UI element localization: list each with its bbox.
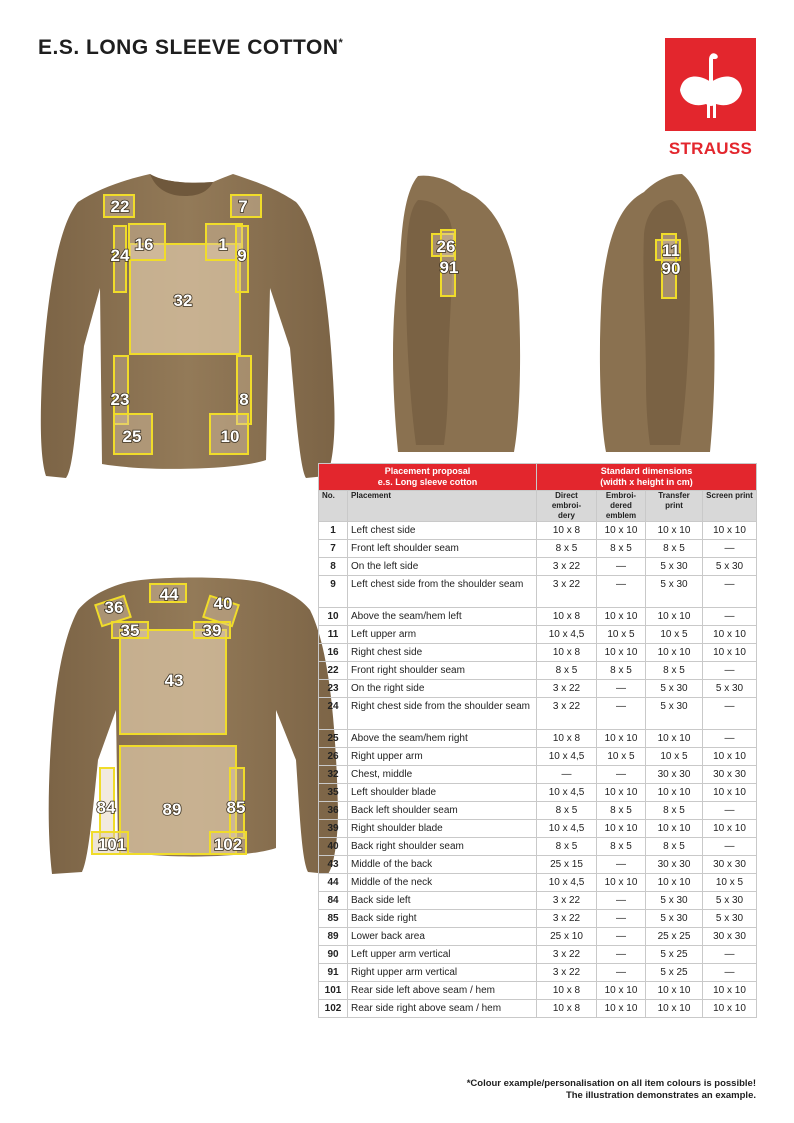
direct-embroidery-cell: 8 x 5: [537, 802, 597, 820]
screen-print-cell: —: [703, 730, 757, 748]
footnote: [467, 1078, 756, 1102]
direct-embroidery-cell: 10 x 8: [537, 522, 597, 540]
screen-print-cell: 30 x 30: [703, 766, 757, 784]
direct-embroidery-cell: 8 x 5: [537, 540, 597, 558]
row-number: 101: [319, 982, 348, 1000]
embroidered-emblem-cell: —: [597, 680, 646, 698]
marker-back-9: 85: [226, 798, 246, 817]
direct-embroidery-cell: 10 x 8: [537, 982, 597, 1000]
embroidered-emblem-cell: —: [597, 964, 646, 982]
embroidered-emblem-cell: 10 x 10: [597, 608, 646, 626]
screen-print-cell: 10 x 10: [703, 820, 757, 838]
screen-print-cell: 10 x 10: [703, 522, 757, 540]
placement-cell: Back side right: [348, 910, 537, 928]
marker-side-left-2: 91: [439, 258, 459, 277]
row-number: 84: [319, 892, 348, 910]
embroidered-emblem-cell: —: [597, 928, 646, 946]
placement-proposal-header: Placement proposal e.s. Long sleeve cotton: [319, 464, 537, 491]
table-row: [319, 820, 757, 838]
table-row: [319, 522, 757, 540]
embroidered-emblem-cell: 10 x 5: [597, 748, 646, 766]
placement-dimensions-table: [318, 463, 757, 1018]
direct-embroidery-cell: 3 x 22: [537, 964, 597, 982]
screen-print-cell: 5 x 30: [703, 558, 757, 576]
row-number: 26: [319, 748, 348, 766]
screen-print-cell: 10 x 10: [703, 626, 757, 644]
transfer-print-cell: 5 x 30: [646, 892, 703, 910]
marker-front-4: 16: [134, 235, 154, 254]
direct-embroidery-cell: 10 x 4,5: [537, 820, 597, 838]
direct-embroidery-cell: 10 x 4,5: [537, 784, 597, 802]
table-row: [319, 644, 757, 662]
marker-front-2: 7: [238, 197, 248, 216]
direct-embroidery-cell: 3 x 22: [537, 558, 597, 576]
screen-print-cell: 10 x 10: [703, 1000, 757, 1018]
table-row: [319, 608, 757, 626]
placement-cell: Back side left: [348, 892, 537, 910]
row-number: 91: [319, 964, 348, 982]
placement-cell: Middle of the neck: [348, 874, 537, 892]
embroidered-emblem-cell: —: [597, 576, 646, 608]
placement-cell: Left chest side: [348, 522, 537, 540]
placement-cell: Rear side right above seam / hem: [348, 1000, 537, 1018]
embroidered-emblem-cell: 8 x 5: [597, 540, 646, 558]
placement-cell: Above the seam/hem left: [348, 608, 537, 626]
placement-cell: Back right shoulder seam: [348, 838, 537, 856]
marker-back-11: 102: [213, 835, 243, 854]
screen-print-cell: —: [703, 698, 757, 730]
placement-cell: Right chest side: [348, 644, 537, 662]
transfer-print-cell: 10 x 10: [646, 1000, 703, 1018]
direct-embroidery-cell: 10 x 8: [537, 1000, 597, 1018]
transfer-print-cell: 10 x 10: [646, 608, 703, 626]
marker-side-right-1: 11: [662, 241, 680, 260]
row-number: 7: [319, 540, 348, 558]
placement-cell: Right shoulder blade: [348, 820, 537, 838]
standard-dimensions-header: Standard dimensions (width x height in cm): [537, 464, 757, 491]
col-header-placement: Placement: [348, 491, 537, 522]
embroidered-emblem-cell: 10 x 10: [597, 874, 646, 892]
placement-cell: Back left shoulder seam: [348, 802, 537, 820]
marker-back-5: 39: [202, 621, 222, 640]
transfer-print-cell: 30 x 30: [646, 856, 703, 874]
screen-print-cell: 10 x 10: [703, 748, 757, 766]
row-number: 11: [319, 626, 348, 644]
embroidered-emblem-cell: —: [597, 766, 646, 784]
table-row: [319, 662, 757, 680]
transfer-print-cell: 5 x 30: [646, 910, 703, 928]
screen-print-cell: —: [703, 608, 757, 626]
table-row: [319, 680, 757, 698]
placement-cell: Right upper arm vertical: [348, 964, 537, 982]
placement-cell: Front right shoulder seam: [348, 662, 537, 680]
ostrich-logo-icon: [665, 38, 756, 131]
screen-print-cell: —: [703, 946, 757, 964]
direct-embroidery-cell: 10 x 4,5: [537, 626, 597, 644]
row-number: 35: [319, 784, 348, 802]
direct-embroidery-cell: 10 x 8: [537, 608, 597, 626]
marker-front-8: 23: [110, 390, 130, 409]
row-number: 85: [319, 910, 348, 928]
screen-print-cell: —: [703, 540, 757, 558]
row-number: 89: [319, 928, 348, 946]
table-row: [319, 910, 757, 928]
table-row: [319, 784, 757, 802]
brand-logo: [665, 38, 756, 159]
direct-embroidery-cell: 3 x 22: [537, 910, 597, 928]
direct-embroidery-cell: 25 x 15: [537, 856, 597, 874]
transfer-print-cell: 8 x 5: [646, 802, 703, 820]
row-number: 32: [319, 766, 348, 784]
table-row: [319, 964, 757, 982]
table-row: [319, 1000, 757, 1018]
row-number: 44: [319, 874, 348, 892]
placement-cell: Lower back area: [348, 928, 537, 946]
direct-embroidery-cell: —: [537, 766, 597, 784]
shirt-side-left-illustration: [388, 170, 528, 455]
row-number: 36: [319, 802, 348, 820]
marker-back-7: 84: [96, 798, 116, 817]
row-number: 25: [319, 730, 348, 748]
transfer-print-cell: 10 x 5: [646, 626, 703, 644]
marker-back-1: 36: [104, 598, 124, 617]
embroidered-emblem-cell: —: [597, 698, 646, 730]
footnote-line-1: *Colour example/personalisation on all item colours is possible!: [466, 1078, 756, 1089]
marker-back-6: 43: [164, 671, 184, 690]
transfer-print-cell: 5 x 30: [646, 558, 703, 576]
row-number: 16: [319, 644, 348, 662]
transfer-print-cell: 30 x 30: [646, 766, 703, 784]
table-row: [319, 730, 757, 748]
screen-print-cell: 10 x 10: [703, 982, 757, 1000]
embroidered-emblem-cell: 10 x 10: [597, 784, 646, 802]
row-number: 10: [319, 608, 348, 626]
marker-back-2: 44: [159, 585, 179, 604]
placement-cell: Front left shoulder seam: [348, 540, 537, 558]
screen-print-cell: —: [703, 838, 757, 856]
table-row: [319, 748, 757, 766]
marker-back-3: 40: [213, 594, 233, 613]
direct-embroidery-cell: 8 x 5: [537, 838, 597, 856]
row-number: 22: [319, 662, 348, 680]
embroidered-emblem-cell: 10 x 10: [597, 730, 646, 748]
transfer-print-cell: 8 x 5: [646, 540, 703, 558]
screen-print-cell: —: [703, 662, 757, 680]
embroidered-emblem-cell: —: [597, 910, 646, 928]
transfer-print-cell: 10 x 10: [646, 522, 703, 540]
shirt-front-illustration: [38, 168, 338, 486]
direct-embroidery-cell: 10 x 4,5: [537, 874, 597, 892]
table-row: [319, 946, 757, 964]
marker-front-10: 25: [122, 427, 142, 446]
screen-print-cell: 10 x 10: [703, 784, 757, 802]
transfer-print-cell: 10 x 10: [646, 784, 703, 802]
embroidered-emblem-cell: 8 x 5: [597, 838, 646, 856]
table-row: [319, 698, 757, 730]
marker-back-8: 89: [162, 800, 182, 819]
brand-name: STRAUSS: [668, 139, 753, 158]
table-row: [319, 558, 757, 576]
embroidered-emblem-cell: 10 x 10: [597, 644, 646, 662]
col-header-embroidered-emblem: Embroi- dered emblem: [597, 491, 646, 522]
row-number: 102: [319, 1000, 348, 1018]
placement-cell: Left chest side from the shoulder seam: [348, 576, 537, 608]
screen-print-cell: —: [703, 802, 757, 820]
table-column-header-row: [319, 491, 757, 522]
marker-front-1: 22: [110, 197, 130, 216]
table-row: [319, 892, 757, 910]
table-row: [319, 802, 757, 820]
table-row: [319, 576, 757, 608]
marker-side-right-2: 90: [661, 259, 681, 278]
transfer-print-cell: 8 x 5: [646, 662, 703, 680]
col-header-no: No.: [319, 491, 348, 522]
transfer-print-cell: 5 x 25: [646, 964, 703, 982]
embroidered-emblem-cell: —: [597, 856, 646, 874]
marker-front-11: 10: [220, 427, 240, 446]
page-title: E.S. LONG SLEEVE COTTON*: [38, 36, 344, 59]
screen-print-cell: 5 x 30: [703, 680, 757, 698]
embroidered-emblem-cell: 10 x 10: [597, 982, 646, 1000]
direct-embroidery-cell: 3 x 22: [537, 576, 597, 608]
direct-embroidery-cell: 10 x 4,5: [537, 748, 597, 766]
transfer-print-cell: 10 x 5: [646, 748, 703, 766]
row-number: 9: [319, 576, 348, 608]
row-number: 39: [319, 820, 348, 838]
marker-side-left-1: 26: [436, 237, 456, 256]
row-number: 24: [319, 698, 348, 730]
row-number: 8: [319, 558, 348, 576]
table-group-header-row: [319, 464, 757, 491]
placement-cell: Chest, middle: [348, 766, 537, 784]
col-header-screen-print: Screen print: [703, 491, 757, 522]
marker-front-5: 1: [218, 235, 228, 254]
direct-embroidery-cell: 25 x 10: [537, 928, 597, 946]
embroidered-emblem-cell: 10 x 10: [597, 1000, 646, 1018]
screen-print-cell: 5 x 30: [703, 892, 757, 910]
screen-print-cell: —: [703, 964, 757, 982]
direct-embroidery-cell: 3 x 22: [537, 946, 597, 964]
table-row: [319, 856, 757, 874]
col-header-direct-embroidery: Direct embroi- dery: [537, 491, 597, 522]
placement-cell: Right upper arm: [348, 748, 537, 766]
direct-embroidery-cell: 8 x 5: [537, 662, 597, 680]
direct-embroidery-cell: 10 x 8: [537, 730, 597, 748]
row-number: 1: [319, 522, 348, 540]
row-number: 40: [319, 838, 348, 856]
table-row: [319, 766, 757, 784]
embroidered-emblem-cell: 10 x 10: [597, 522, 646, 540]
transfer-print-cell: 25 x 25: [646, 928, 703, 946]
screen-print-cell: 5 x 30: [703, 910, 757, 928]
transfer-print-cell: 10 x 10: [646, 820, 703, 838]
transfer-print-cell: 10 x 10: [646, 874, 703, 892]
screen-print-cell: 30 x 30: [703, 928, 757, 946]
embroidered-emblem-cell: —: [597, 892, 646, 910]
transfer-print-cell: 5 x 30: [646, 576, 703, 608]
table-row: [319, 982, 757, 1000]
direct-embroidery-cell: 3 x 22: [537, 698, 597, 730]
marker-front-3: 24: [110, 246, 130, 265]
embroidered-emblem-cell: 8 x 5: [597, 802, 646, 820]
direct-embroidery-cell: 3 x 22: [537, 680, 597, 698]
embroidered-emblem-cell: 10 x 10: [597, 820, 646, 838]
screen-print-cell: 10 x 10: [703, 644, 757, 662]
screen-print-cell: —: [703, 576, 757, 608]
placement-cell: Above the seam/hem right: [348, 730, 537, 748]
transfer-print-cell: 5 x 25: [646, 946, 703, 964]
direct-embroidery-cell: 10 x 8: [537, 644, 597, 662]
row-number: 90: [319, 946, 348, 964]
table-row: [319, 838, 757, 856]
transfer-print-cell: 10 x 10: [646, 982, 703, 1000]
placement-cell: Rear side left above seam / hem: [348, 982, 537, 1000]
transfer-print-cell: 5 x 30: [646, 680, 703, 698]
placement-cell: Left upper arm vertical: [348, 946, 537, 964]
row-number: 43: [319, 856, 348, 874]
transfer-print-cell: 8 x 5: [646, 838, 703, 856]
embroidered-emblem-cell: —: [597, 558, 646, 576]
placement-cell: Right chest side from the shoulder seam: [348, 698, 537, 730]
marker-back-10: 101: [97, 835, 127, 854]
placement-cell: Left upper arm: [348, 626, 537, 644]
embroidered-emblem-cell: 10 x 5: [597, 626, 646, 644]
screen-print-cell: 10 x 5: [703, 874, 757, 892]
placement-cell: Left shoulder blade: [348, 784, 537, 802]
transfer-print-cell: 5 x 30: [646, 698, 703, 730]
marker-front-9: 8: [239, 390, 249, 409]
marker-front-6: 9: [237, 246, 247, 265]
placement-cell: On the left side: [348, 558, 537, 576]
marker-back-4: 35: [120, 621, 140, 640]
direct-embroidery-cell: 3 x 22: [537, 892, 597, 910]
embroidered-emblem-cell: 8 x 5: [597, 662, 646, 680]
placement-cell: On the right side: [348, 680, 537, 698]
embroidered-emblem-cell: —: [597, 946, 646, 964]
transfer-print-cell: 10 x 10: [646, 644, 703, 662]
marker-front-7: 32: [173, 291, 193, 310]
shirt-side-right-illustration: [592, 170, 722, 455]
placement-cell: Middle of the back: [348, 856, 537, 874]
table-row: [319, 874, 757, 892]
row-number: 23: [319, 680, 348, 698]
footnote-line-2: The illustration demonstrates an example.: [565, 1090, 756, 1101]
col-header-transfer-print: Transfer print: [646, 491, 703, 522]
table-row: [319, 928, 757, 946]
screen-print-cell: 30 x 30: [703, 856, 757, 874]
table-row: [319, 540, 757, 558]
table-row: [319, 626, 757, 644]
shirt-back-illustration: [48, 570, 340, 876]
transfer-print-cell: 10 x 10: [646, 730, 703, 748]
